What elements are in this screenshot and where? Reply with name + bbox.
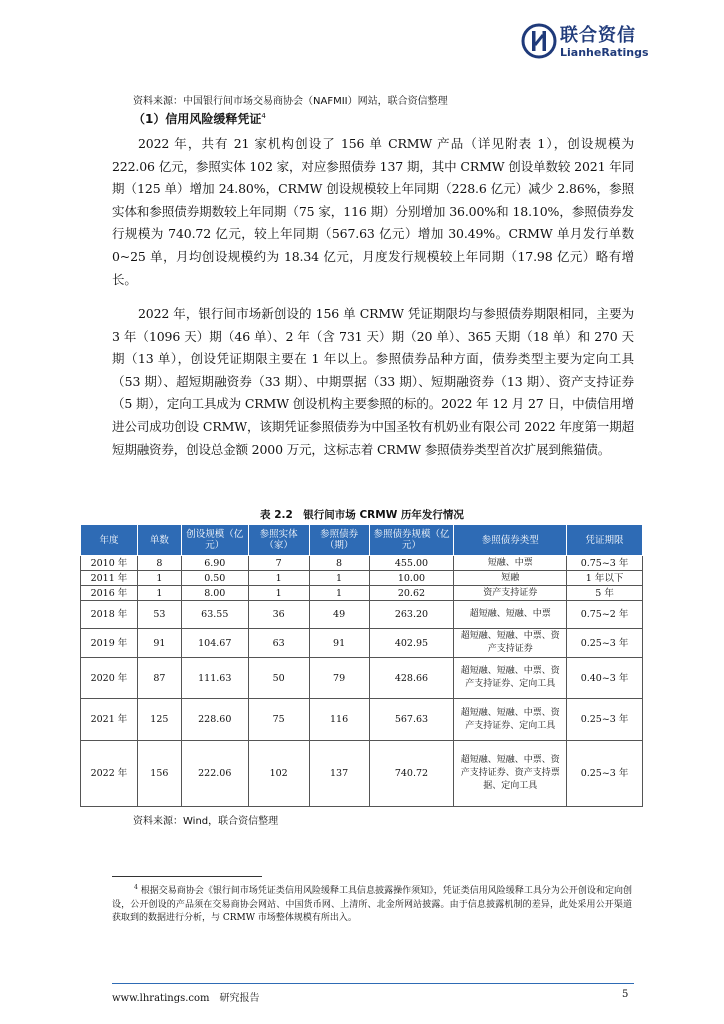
cell-ref-entities: 36 (248, 601, 309, 629)
cell-ref-entities: 63 (248, 629, 309, 658)
cell-year: 2018 年 (81, 601, 138, 629)
source-note-bottom: 资料来源：Wind，联合资信整理 (133, 816, 279, 827)
cell-ref-bonds: 116 (309, 699, 369, 741)
footnote-divider (112, 876, 262, 877)
company-logo (521, 21, 649, 63)
table-row (81, 699, 643, 741)
cell-year: 2019 年 (81, 629, 138, 658)
col-ref-bond-size: 参照债券规模（亿元） (369, 525, 454, 556)
cell-year: 2021 年 (81, 699, 138, 741)
cell-issue-size: 228.60 (181, 699, 248, 741)
cell-issue-size: 222.06 (181, 741, 248, 807)
cell-count: 8 (137, 556, 181, 571)
cell-ref-entities: 7 (248, 556, 309, 571)
cell-ref-bonds: 1 (309, 586, 369, 601)
table-row (81, 571, 643, 586)
col-year: 年度 (81, 525, 138, 556)
cell-count: 87 (137, 658, 181, 699)
table-row (81, 629, 643, 658)
section-title: （1）信用风险缓释凭证 (133, 112, 262, 126)
footnote-text: 根据交易商协会《银行间市场凭证类信用风险缓释工具信息披露操作须知》，凭证类信用风险缓释工具分为公开创设和定向创设，公开创设的产品须在交易商协会网站、中国货币网、上清所、北金所网站披露。由于信息披露机制的差异，此处采用公开渠道获取到的数据进行分析，与 CRMW 市场整体规模有所出入。 (112, 886, 632, 923)
table-row (81, 586, 643, 601)
cell-ref-bond-type: 超短融、短融、中票、资产支持证券、定向工具 (454, 699, 567, 741)
table-caption: 表 2.2 银行间市场 CRMW 历年发行情况 (260, 509, 464, 521)
paragraph-1: 2022 年，共有 21 家机构创设了 156 单 CRMW 产品（详见附表 1），创设规模为 222.06 亿元，参照实体 102 家，对应参照债券 137 期，其中 CRMW 创设单数较 2021 年同期（125 单）增加 24.80%，CRMW 创设规模较上年同期（228.6 亿元）减少 2.86%，参照实体和参照债券期数较上年同期（75 家，116 期）分别增加 36.00%和 18.10%，参照债券发行规模为 740.72 亿元，较上年同期（567.63 亿元）增加 30.49%。CRMW 单月发行单数 0~25 单，月均创设规模约为 18.34 亿元，月度发行规模较上年同期（17.98 亿元）略有增长。 (112, 136, 634, 287)
logo-chinese-name: 联合资信 (560, 25, 636, 46)
lianhe-logo-icon (521, 23, 557, 59)
cell-count: 1 (137, 586, 181, 601)
cell-year: 2020 年 (81, 658, 138, 699)
cell-ref-entities: 1 (248, 571, 309, 586)
table-row (81, 658, 643, 699)
cell-issue-size: 6.90 (181, 556, 248, 571)
cell-ref-bond-type: 短融 (454, 571, 567, 586)
cell-ref-bond-size: 428.66 (369, 658, 454, 699)
cell-term: 0.25~3 年 (567, 741, 643, 807)
cell-count: 156 (137, 741, 181, 807)
cell-ref-bond-type: 超短融、短融、中票、资产支持证券、定向工具 (454, 658, 567, 699)
cell-ref-bond-type: 资产支持证券 (454, 586, 567, 601)
cell-ref-bond-type: 超短融、短融、中票 (454, 601, 567, 629)
cell-ref-entities: 50 (248, 658, 309, 699)
cell-term: 0.75~3 年 (567, 556, 643, 571)
footnote (112, 881, 632, 926)
cell-ref-bond-type: 超短融、短融、中票、资产支持证券 (454, 629, 567, 658)
footnote-ref: 4 (261, 112, 266, 120)
cell-ref-bonds: 1 (309, 571, 369, 586)
footer-site: www.lhratings.com 研究报告 (112, 993, 260, 1004)
col-ref-bonds: 参照债券（期） (309, 525, 369, 556)
cell-ref-entities: 102 (248, 741, 309, 807)
cell-issue-size: 111.63 (181, 658, 248, 699)
col-ref-bond-type: 参照债券类型 (454, 525, 567, 556)
cell-ref-bond-size: 402.95 (369, 629, 454, 658)
table-row (81, 741, 643, 807)
cell-ref-bond-size: 567.63 (369, 699, 454, 741)
cell-year: 2016 年 (81, 586, 138, 601)
cell-ref-bonds: 79 (309, 658, 369, 699)
cell-ref-bond-size: 20.62 (369, 586, 454, 601)
cell-ref-bonds: 137 (309, 741, 369, 807)
table-row (81, 601, 643, 629)
cell-count: 1 (137, 571, 181, 586)
cell-term: 0.25~3 年 (567, 629, 643, 658)
col-count: 单数 (137, 525, 181, 556)
cell-year: 2010 年 (81, 556, 138, 571)
cell-ref-bonds: 8 (309, 556, 369, 571)
col-term: 凭证期限 (567, 525, 643, 556)
logo-english-name: LianheRatings (560, 46, 649, 59)
cell-issue-size: 104.67 (181, 629, 248, 658)
cell-ref-bond-size: 455.00 (369, 556, 454, 571)
paragraph-2: 2022 年，银行间市场新创设的 156 单 CRMW 凭证期限均与参照债券期限相同，主要为 3 年（1096 天）期（46 单）、2 年（含 731 天）期（20 单）、365 天期（18 单）和 270 天期（13 单），创设凭证期限主要在 1 年以上。参照债券品种方面，债券类型主要为定向工具（53 期）、超短期融资券（33 期）、中期票据（33 期）、短期融资券（13 期）、资产支持证券（5 期），定向工具成为 CRMW 创设机构主要参照的标的。2022 年 12 月 27 日，中债信用增进公司成功创设 CRMW，该期凭证参照债券为中国圣牧有机奶业有限公司 2022 年度第一期超短期融资券，创设总金额 2000 万元，这标志着 CRMW 参照债券类型首次扩展到熊猫债。 (112, 306, 634, 457)
cell-ref-bonds: 49 (309, 601, 369, 629)
footnote-number: 4 (134, 884, 138, 891)
cell-issue-size: 8.00 (181, 586, 248, 601)
table-header-row (81, 525, 643, 556)
cell-ref-bond-size: 263.20 (369, 601, 454, 629)
col-ref-entities: 参照实体（家） (248, 525, 309, 556)
cell-term: 0.40~3 年 (567, 658, 643, 699)
page-number: 5 (622, 989, 629, 1000)
cell-year: 2011 年 (81, 571, 138, 586)
cell-year: 2022 年 (81, 741, 138, 807)
cell-issue-size: 0.50 (181, 571, 248, 586)
cell-count: 53 (137, 601, 181, 629)
cell-count: 91 (137, 629, 181, 658)
table-row (81, 556, 643, 571)
cell-ref-bond-size: 740.72 (369, 741, 454, 807)
cell-term: 1 年以下 (567, 571, 643, 586)
cell-term: 0.25~3 年 (567, 699, 643, 741)
crmw-issuance-table (80, 524, 643, 807)
cell-ref-bond-type: 短融、中票 (454, 556, 567, 571)
cell-ref-entities: 75 (248, 699, 309, 741)
cell-ref-bond-type: 超短融、短融、中票、资产支持证券、资产支持票据、定向工具 (454, 741, 567, 807)
cell-ref-entities: 1 (248, 586, 309, 601)
cell-ref-bond-size: 10.00 (369, 571, 454, 586)
cell-term: 5 年 (567, 586, 643, 601)
source-note-top: 资料来源：中国银行间市场交易商协会（NAFMII）网站，联合资信整理 (133, 96, 448, 107)
section-heading (133, 110, 266, 127)
cell-count: 125 (137, 699, 181, 741)
cell-issue-size: 63.55 (181, 601, 248, 629)
cell-ref-bonds: 91 (309, 629, 369, 658)
cell-term: 0.75~2 年 (567, 601, 643, 629)
col-issue-size: 创设规模（亿元） (181, 525, 248, 556)
footer-divider (112, 983, 634, 984)
